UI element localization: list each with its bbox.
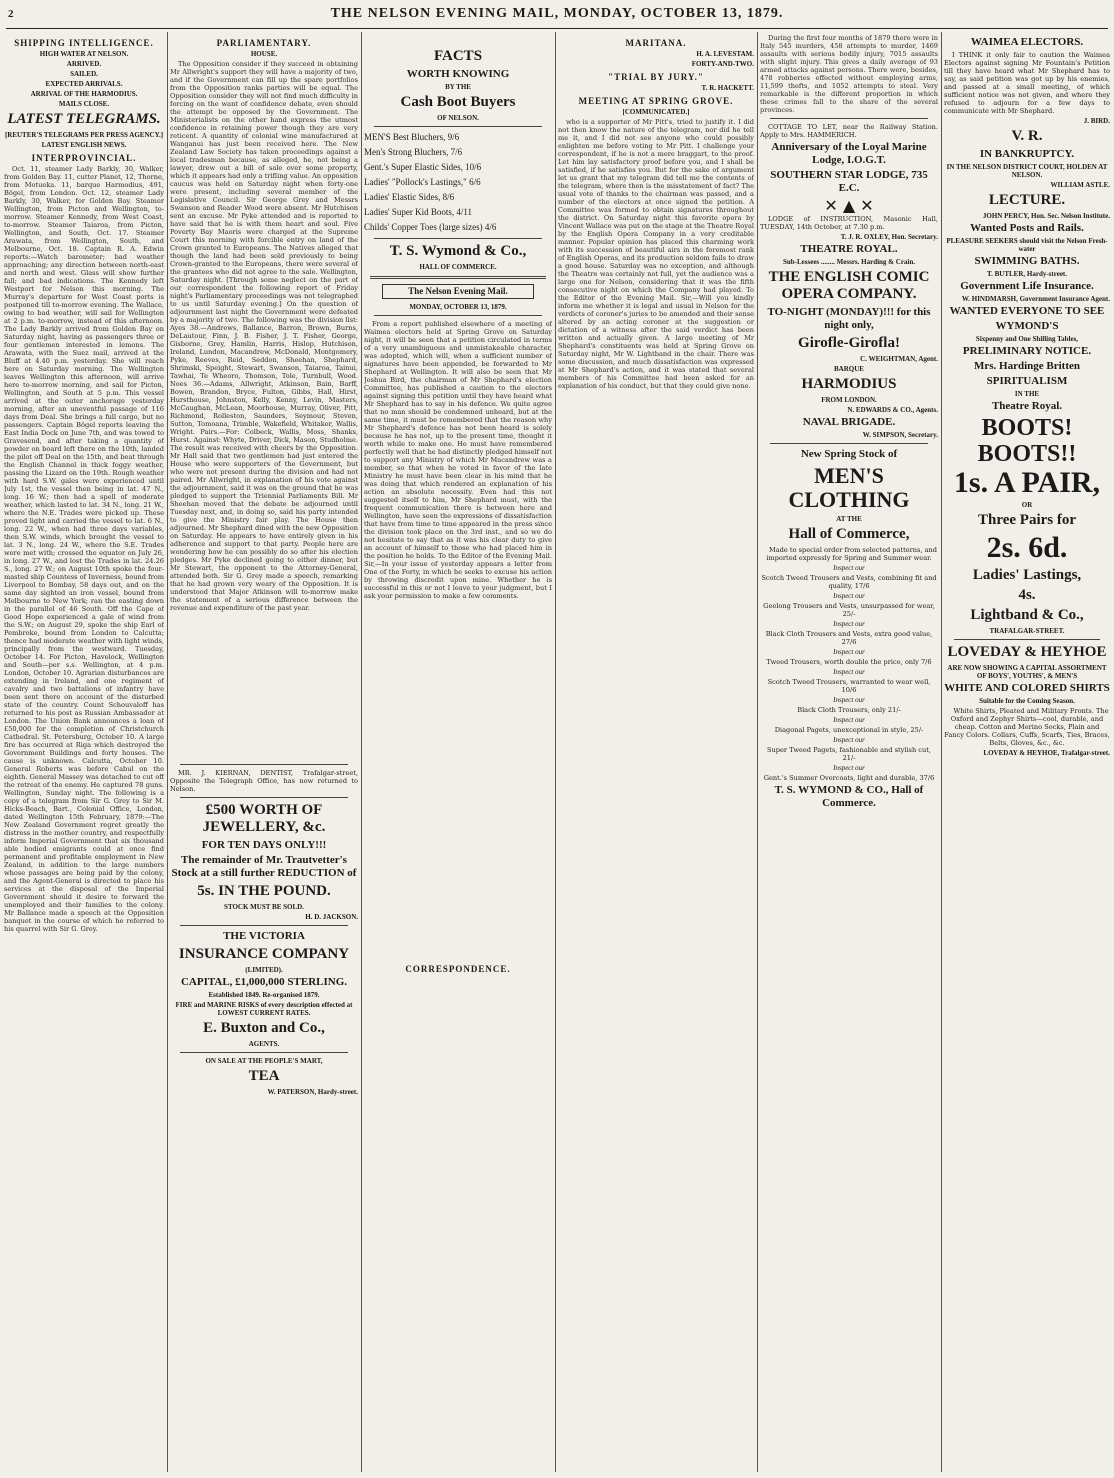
preliminary-notice-heading: PRELIMINARY NOTICE. <box>962 345 1092 357</box>
inspect-label: Inspect our <box>833 564 865 572</box>
column-6 <box>944 34 1110 1470</box>
clothing-price-item: Black Cloth Trousers, only 21/- <box>797 706 901 714</box>
harmodius-title: HARMODIUS <box>801 376 897 392</box>
cash-boot-buyers: Cash Boot Buyers <box>400 94 516 110</box>
established-line: Established 1849. Re-organised 1879. <box>208 991 320 999</box>
britten-name: Mrs. Hardinge Britten <box>973 360 1080 372</box>
divider <box>180 764 348 765</box>
waimea-electors-heading: WAIMEA ELECTORS. <box>970 36 1084 48</box>
mens-clothing-heading: MEN'S CLOTHING <box>788 463 910 512</box>
sailed-heading: SAILED. <box>70 70 98 78</box>
column-2-text: The Opposition consider if they succeed in obtaining Mr Allwright's support they will have a majority of two, and if the Government can fill up the spare portfolios from the Opposition ranks parties will be equal. The Opposition consider they will not find much difficulty in forcing on the want of confidence debate, even should the attempt be opposed by the Government. The Ministerialists on the other hand express the utmost confidence in retaining power though they are very reticent. A quantity of colonial wine manufactured at Wanganui has just been received here. The New Zealand Law Society has taken proceedings against a local tradesman because, as alleged, he, not being a lawyer, drew out a bill of sale over some property, which it appears had only a trifling value. An opposition caucus was held on Saturday night when forty-one were present, including several member of the Legislative Council. Sir George Grey and Messrs Swanson and Reader Wood were absent. Mr Hutchison sent an excuse. Mr Pyke attended and is reported to have said that he is with them heart and soul. Five Poverty Bay Maoris were charged at the Supreme Court this morning with forcible entry on land of the Crown granted to Europeans. The Natives alleged that though the land had been sold previously to being Crown-granted to the Europeans, there were several of the grantees who did not agree to the sale. Wellington, Saturday night. [Through some neglect on the part of our correspondent the following report of Friday night's Parliamentary proceedings was not telegraphed to us until Saturday evening.] On the question of adjournment last night the Government were defeated by a majority of two. The following was the division list: Ayes 38.—Andrews, Ballance, Barron, Brown, Burns, DeLautour, Finn, J. B. Fisher, J. T. Fisher, George, Gisborne, Grey, Hamlin, Harris, Hislop, Hutchison, Ireland, Lundon, Macandrew, McDonald, Montgomery, Pyke, Reeves, Reid, Seddon, Sheehan, Shephard, Shrimski, Speight, Stewart, Swanson, Taiaroa, Tainui, Tawhai, Te Wheoro, Thomson, Tole, Turnbull, Wood. Noes 36.—Adams, Allwright, Atkinson, Bain, Barff, Bowen, Brandon, Bryce, Fulton, Gibbs, Hall, Hirst, Hursthouse, Johnston, Kelly, Kenny, Levin, Masters, McCaughan, McLean, Moorhouse, Murray, Oliver, Pitt, Richmond, Rolleston, Saunders, Seymour, Steven, Sutton, Tomoana, Trimble, Wakefield, Whitaker, Wallis, Wright. Pairs.—For: Colbeck, Wallis, Moss, Shanks, Hurst. Against: Whyte, Driver, Dick, Mason, Studholme. The result was received with cheers by the Opposition. Mr Hall said that two gentlemen had just entered the House who were supporters of the Government, but who were not present during the division and had not paired. Mr Allwright, in explanation of his vote against the adjournment, said it was on the ground that he was pledged to support the Triennial Parliaments Bill. Mr Sheehan moved that the debate be adjourned until Tuesday next, and, in doing so, said his party intended to give the Ministry fair play. The House then adjourned. Mr Shephard dined with the new Opposition on Saturday. He appears to have entirely given in his adherence and support to that party. People here are wondering how he can possibly do so after his election pledges. Mr Pyke declined going to either dinner, but Mr Stewart, the opponent to the Attorney-General, attended both. Sir G. Grey made a speech, remarking that he had grown very weary of the Opposition. It is understood that Major Atkinson will to-morrow make the statement of a serious difference between the revenue and expenditure of the past year. <box>170 60 358 612</box>
lodge-text: LODGE of INSTRUCTION, Masonic Hall, TUESDAY, 14th October, at 7.30 p.m. <box>760 215 938 231</box>
jewellery-ad: £500 WORTH OF JEWELLERY, &c. <box>202 802 326 835</box>
facts-heading: FACTS <box>433 48 483 64</box>
sixpenny-line: Sixpenny and One Shilling Tables, <box>975 335 1079 343</box>
loveday-footer: LOVEDAY & HEYHOE, Trafalgar-street. <box>983 749 1110 757</box>
government-life-heading: Government Life Insurance. <box>960 280 1094 292</box>
limited-label: (LIMITED). <box>245 966 283 974</box>
wymond-name: T. S. Wymond & Co., <box>389 243 527 259</box>
buxton-name: E. Buxton and Co., <box>203 1020 325 1036</box>
inspect-label: Inspect our <box>833 648 865 656</box>
house-heading: HOUSE. <box>250 50 278 58</box>
column-4 <box>558 34 754 1470</box>
clothing-price-item: Tweed Trousers, worth double the price, only 7/6 <box>766 658 932 666</box>
boot-price-item: Ladies' Super Kid Boots, 4/11 <box>364 207 473 217</box>
ladies-lastings-line: Ladies' Lastings, <box>972 567 1082 583</box>
pleasure-seekers-line: PLEASURE SEEKERS should visit the Nelson Fresh-water <box>946 237 1108 253</box>
loveday-heyhoe-heading: LOVEDAY & HEYHOE <box>947 644 1107 660</box>
boot-price-item: Men's Strong Bluchers, 7/6 <box>364 147 463 157</box>
vr-crest: V. R. <box>1011 128 1043 144</box>
shipping-heading: SHIPPING INTELLIGENCE. <box>14 38 154 48</box>
swimming-baths-heading: SWIMMING BATHS. <box>974 255 1080 267</box>
high-water-heading: HIGH WATER AT NELSON. <box>39 50 129 58</box>
worth-knowing: WORTH KNOWING <box>406 68 510 80</box>
of-nelson: OF NELSON. <box>437 114 479 122</box>
waimea-notice-text: I THINK it only fair to caution the Waimea Electors against signing Mr Fountain's Petition till they have heard what Mr Shephard has to say, as said petition was got up by his enemies, and passed at a small meeting, of which sufficient notice was not given, and where they refused to adjourn for a few days to communicate with Mr Shephard. <box>944 51 1110 115</box>
boot-price-list <box>364 131 552 234</box>
bird-signature: J. BIRD. <box>1083 117 1110 125</box>
divider <box>370 276 546 279</box>
page-number: 2 <box>8 8 15 20</box>
boots-heading: BOOTS! <box>981 415 1073 441</box>
in-the-label: IN THE <box>1014 390 1040 398</box>
paper-title-logo: The Nelson Evening Mail. <box>382 284 534 299</box>
theatre-heading: THEATRE ROYAL. <box>800 243 898 255</box>
levestam-signature: H. A. LEVESTAM. <box>696 50 754 58</box>
weightman-signature: C. WEIGHTMAN, Agent. <box>860 355 938 363</box>
forty-and-two-signature: FORTY-AND-TWO. <box>691 60 754 68</box>
spiritualism-heading: SPIRITUALISM <box>986 375 1068 387</box>
divider <box>180 925 348 926</box>
made-to-order-text: Made to special order from selected patterns, and imported expressly for Spring and Summer wear. <box>766 546 938 562</box>
tea-line: TEA <box>248 1068 280 1084</box>
divider <box>374 238 542 239</box>
wanted-everyone-heading: WANTED EVERYONE TO SEE <box>949 305 1105 317</box>
masonic-symbol-icon: ✕ ▲ ✕ <box>824 196 874 215</box>
posts-rails-heading: Wanted Posts and Rails. <box>970 222 1084 234</box>
on-sale-line: ON SALE AT THE PEOPLE'S MART, <box>205 1057 323 1065</box>
shirts-heading: WHITE AND COLORED SHIRTS <box>944 682 1110 694</box>
hall-of-commerce-heading: Hall of Commerce, <box>788 526 910 542</box>
harmodius-heading: ARRIVAL OF THE HARMODIUS. <box>30 90 138 98</box>
theatre-royal-line: Theatre Royal. <box>991 400 1063 412</box>
masthead-rule <box>6 28 1108 29</box>
hackett-signature: T. R. HACKETT. <box>701 84 754 92</box>
insurance-company-heading: INSURANCE COMPANY <box>178 946 350 962</box>
simpson-signature: W. SIMPSON, Secretary. <box>862 431 938 439</box>
hindmarsh-signature: W. HINDMARSH, Government Insurance Agent. <box>961 295 1110 303</box>
parliamentary-heading: PARLIAMENTARY. <box>216 38 312 48</box>
clothing-price-item: Scotch Tweed Trousers, warranted to wear well, 10/6 <box>767 678 931 694</box>
barque-label: BARQUE <box>834 365 864 373</box>
five-shillings-line: 5s. IN THE POUND. <box>197 883 331 899</box>
anniversary-heading: Anniversary of the Loyal Marine Lodge, I.O.G.T. <box>771 141 927 166</box>
boots-heading-2: BOOTS!! <box>977 441 1077 467</box>
column-5-text: During the first four months of 1879 there were in Italy 545 murders, 458 attempts to murder, 1469 assaults with serious bodily injury, 7015 assaults with slight injury. This gives a daily average of 93 armed attacks against persons. There were, besides, 478 robberies effected without employing arms, 11,599 thefts, and 1052 attempts to steal. Very remarkable is the different proportion in which these crimes fall to the share of the several provinces. <box>760 34 938 114</box>
latest-telegrams-heading: LATEST TELEGRAMS. <box>7 111 161 127</box>
jackson-signature: H. D. JACKSON. <box>305 913 358 921</box>
divider <box>374 315 542 316</box>
maritana-heading: MARITANA. <box>625 38 687 48</box>
clothing-price-item: Scotch Tweed Trousers and Vests, combining fit and quality, 17/6 <box>761 574 937 590</box>
trafalgar-street-line: TRAFALGAR-STREET. <box>989 627 1065 635</box>
naval-brigade-heading: NAVAL BRIGADE. <box>802 416 896 428</box>
fire-marine-line: FIRE and MARINE RISKS of every description effected at LOWEST CURRENT RATES. <box>175 1001 353 1017</box>
arrived-heading: ARRIVED. <box>66 60 102 68</box>
from-london-label: FROM LONDON. <box>821 396 877 404</box>
or-label: OR <box>1021 501 1033 509</box>
by-the: BY THE <box>445 83 471 91</box>
column-divider <box>941 32 942 1472</box>
district-court-line: IN THE NELSON DISTRICT COURT, HOLDEN AT NELSON. <box>946 163 1108 179</box>
inspect-label: Inspect our <box>833 716 865 724</box>
victoria-heading: THE VICTORIA <box>223 930 305 942</box>
price-line: 2s. 6d. <box>986 531 1068 564</box>
column-2 <box>170 34 358 1470</box>
divider <box>770 118 928 119</box>
boot-price-item: Ladies' Elastic Sides, 8/6 <box>364 192 455 202</box>
clothing-price-item: Black Cloth Trousers and Vests, extra good value, 27/6 <box>765 630 933 646</box>
lightband-name: Lightband & Co., <box>970 607 1084 623</box>
girofle-title: Girofle-Girofla! <box>798 335 900 351</box>
boot-price-item: Gent.'s Super Elastic Sides, 10/6 <box>364 162 482 172</box>
percy-signature: JOHN PERCY, Hon. Sec. Nelson Institute. <box>982 212 1110 220</box>
boot-price-item: Ladies' "Pollock's Lastings," 6/6 <box>364 177 481 187</box>
lecture-heading: LECTURE. <box>988 192 1066 208</box>
wymonds-name: WYMOND'S <box>995 320 1059 332</box>
now-showing-line: ARE NOW SHOWING A CAPITAL ASSORTMENT OF BOYS', YOUTHS', & MEN'S <box>947 664 1107 680</box>
column-divider <box>555 32 556 1472</box>
three-pairs-line: Three Pairs for <box>977 512 1077 528</box>
column-1-text: Oct. 11, steamer Lady Barkly, 30, Walker, from Golden Bay. 11, cutter Planet, 12, Thorne, from Motueka. 11, barque Harmodius, 491, Bögel, from London. Oct. 12, steamer Lady Barkly, 30, Walker, for Golden Bay. Steamer Wellington, from Picton and Wellington, to-morrow. Steamer Kennedy, from West Coast, to-morrow. Steamer Taiaroa, from Picton, Wellington, and South, Oct. 17. Steamer Arawata, from Wellington, South, and Melbourne, Oct. 18. Captain R. A. Edwin reports:—Watch barometer; bad weather approaching; any direction between north-east and north and west. Glass will show further fall; and bad indications. The Kennedy left Westport for Nelson this morning. The Murray's departure for West Coast ports is postponed till to-morrow evening. The Wallace, owing to bad weather, will sail for Wellington at 2 p.m. to-morrow, instead of this afternoon. The Lady Barkly arrived from Golden Bay on Saturday night, having as passengers three or four gentlemen interested in lemons. The Arawata, with the Suez mail, arrived at the Bluff at 4.40 p.m. yesterday. She will reach here on Saturday morning. The Wellington leaves Wellington this afternoon, will arrive here to-morrow morning, and sail for Picton, Wellington, and South at 5 p.m. This vessel arrived at the outer anchorage yesterday morning, after an uneventful passage of 116 days from Deal. She brings a full cargo, but no passengers. Captain Bögel reports leaving the East India Dock on June 7th, and was towed to Gravesend, and after taking a quantity of powder on board left there on the 10th, landed the pilot off Deal on the 15th, and beat through the English Channel in thick foggy weather, passing the Lizard on the 19th. Rough weather with hard S.W. gales were experienced until July 1st, the vessel then being in lat. 47 N., long. 16 W.; then had a spell of moderate weather, which lasted to lat. 34 N., long. 21 W., where the N.E. Trades were picked up. These proved light and carried the vessel to lat. 6 N., long. 22 W., when had three days variables, then S.W. winds, which brought the vessel to lat. 3 N., long. 24 W., where the S.E. Trades were met with; crossed the equator on July 26, in long. 27 W., and lost the Trades in lat. 24.26 S., long. 27 W.; on August 10th spoke the four-masted ship Countess of Inverness, bound from Liverpool to Bombay, 58 days out, and on the same day sighted an iron vessel, bound from Melbourne to New York; ran the easting down in the parallel of 46 South. Off the Cape of Good Hope experienced a gale of wind from the S.W.; on August 29, spoke the ship Earl of Pembroke, bound from London to Calcutta; thence had moderate weather with light winds, principally from the westward. Tuesday, October 14. For Picton, Havelock, Wellington and South—per s.s. Wellington, at 4 p.m. London, October 10. Agrarian disturbances are extending in Ireland, and one regiment of cavalry and two battalions of infantry have been sent there on account of the disturbed state of the country. Count Schouvaloff has returned to his post as Russian Ambassador at London. The Union Bank announces a loan of £50,000 for the completion of Christchurch Cathedral. St. Petersburg, October 10. A large fire has occurred at Riga which destroyed the Government Buildings and forty houses. The cause is unknown. Calcutta, October 10. General Roberts was before Cabul on the eighth. General Massey was detached to cut off the retreat of the enemy. He captured 78 guns. Wellington, Sunday night. The following is a copy of a telegram from Sir G. Grey to Sir M. Hicks-Beach, Bart., Colonial Office, London, dated Wellington 15th February, 1879:—The New Zealand Government regret greatly the distress in the mother country, and respectfully inform Imperial Government that six thousand able bodied emigrants could at once find permanent and profitable employment in New Zealand, in addition to the large numbers whose passages are being paid by the colony, and the Agent-General is directed to place his services at the disposal of the Imperial Government should it desire to forward the unemployed and their families to the colony. Mr Ballance made a speech at the Opposition banquet in the course of which he referred to his quarrel with Sir G. Grey. <box>4 165 164 933</box>
wymond-footer: T. S. WYMOND & CO., Hall of Commerce. <box>774 784 924 809</box>
edwards-signature: N. EDWARDS & CO., Agents. <box>847 406 938 414</box>
inspect-label: Inspect our <box>833 736 865 744</box>
masthead <box>0 6 1114 26</box>
one-shilling-pair: 1s. A PAIR, <box>953 466 1101 499</box>
column-divider <box>757 32 758 1472</box>
clothing-price-list <box>760 564 938 782</box>
shirt-list-text: White Shirts, Pleated and Military Fronts. The Oxford and Zephyr Shirts—cool, durable, and cheap. Cotton and Merino Socks, Plain and Fancy Colors. Collars, Cuffs, Scarfs, Ties, Braces, Belts, Gloves, &c., &c. <box>944 707 1110 747</box>
column-divider <box>167 32 168 1472</box>
column-divider <box>361 32 362 1472</box>
lessees-line: Sub-Lessees ........ Messrs. Harding & Crain. <box>782 258 916 266</box>
editorial-text: From a report published elsewhere of a meeting of Waimea electors held at Spring Grove on Saturday night, it will be seen that a petition circulated in terms of a very unambiguous and unmistakeable character, was adopted, which will, when a sufficient number of signatures have been appended, be forwarded to Mr Shephard at Wellington. It will also be seen that Mr Joshua Bird, the chairman of Mr Shephard's election Committee, has published a caution to the electors against signing this petition until they have heard what Mr Shephard has to say in his defence. We quite agree that no man should be condemned unheard, but at the same time, it must be remembered that the reason why Mr Shephard's defence has not been heard is solely because he has not, up to the present time, thought it worth while to make one. He must have remembered perfectly well that he had distinctly pledged himself not to support any Ministry of which Mr Macandrew was a member, so that when he voted in favor of the late Ministry he must have been clear in his mind that he was doing that which rendered an explanation of his action an absolute necessity. Even had this not suggested itself to him, Mr Shephard must, with the frequent communication there is between here and Wellington, have seen the expressions of dissatisfaction that have from time to time appeared in the press since the division took place on the 3rd inst., and so we do not hesitate to say that as it was his clear duty to give an account of himself to those who had placed him in the position he holds. To the Editor of the Evening Mail. Sir,—In your issue of yesterday appears a letter from One of the Forty, in which he seeks to excuse his action by throwing discredit upon mine. Whether he is successful in this or not I leave to your judgment, but I ask your permission to make a few comments. <box>364 320 552 600</box>
expected-heading: EXPECTED ARRIVALS. <box>45 80 123 88</box>
clothing-price-item: Super Tweed Pagets, fashionable and stylish cut, 21/- <box>767 746 931 762</box>
english-news-heading: LATEST ENGLISH NEWS. <box>41 141 127 149</box>
divider <box>954 639 1100 640</box>
column-4-text: who is a supporter of Mr Pitt's, tried to justify it. I did not then know the nature of the telegram, nor did he tell me it, and I did not see anyone who could possibly enlighten me before voting to Mr Pitt. I challenge your correspondent, if he is not a mere braggart, to the proof. Let him lay satisfactory proof before you, and I shall be satisfied, if he satisfies you. But for the sake of argument let us grant that my telegram did tell me the contents of the telegram, where then is the misstatement of fact? The usual vote of thanks to the chairman was passed, and a number of the electors at once signed the petition. A Committee was formed to obtain signatures throughout the district. On Saturday night this favorite opera by Vincent Wallace was put on the stage at the Theatre Royal by the English Opera Company in a very creditable manner. Popular opinion has placed this charming work with its succession of beautiful airs in the foremost rank of English Operas, and its production seldom fails to draw a good house. Saturday was no exception, and although the Theatre was certainly not full, yet the audience was a large one for Nelson, considering that it was the fifth consecutive night on which the Company had played. To the Editor of the Evening Mail. Sir,—Will you kindly inform me whether it is legal and usual in Nelson for the verdicts of coroner's juries to be amended and their sense altered by an acting coroner at the suggestion or dictation of a witness after the said verdict has been written and actually given. A large meeting of Mr Shephard's constituents was held at Spring Grove on Saturday night, Mr W. Lightband in the chair. There was some discussion, and much dissatisfaction was expressed at Mr Shephard's action, and it was stated that several members of his Committee had been asked for an explanation of his conduct, but that they could give none. <box>558 118 754 390</box>
kiernan-ad: MR. J. KIERNAN, DENTIST, Trafalgar-street, Opposite the Telegraph Office, has now returned to Nelson. <box>170 769 358 793</box>
hall-of-commerce: HALL OF COMMERCE. <box>419 263 497 271</box>
inspect-label: Inspect our <box>833 764 865 772</box>
inspect-label: Inspect our <box>833 592 865 600</box>
interprovincial-heading: INTERPROVINCIAL. <box>31 153 137 163</box>
astle-signature: WILLIAM ASTLE. <box>1050 181 1110 189</box>
paterson-signature: W. PATERSON, Hardy-street. <box>267 1088 358 1096</box>
inspect-label: Inspect our <box>833 668 865 676</box>
divider <box>180 797 348 798</box>
bankruptcy-heading: IN BANKRUPTCY. <box>979 148 1075 160</box>
english-comic-opera-heading: THE ENGLISH COMIC OPERA COMPANY. <box>768 269 930 302</box>
editorial-date: MONDAY, OCTOBER 13, 1879. <box>409 303 507 311</box>
mails-heading: MAILS CLOSE. <box>58 100 110 108</box>
inspect-label: Inspect our <box>833 696 865 704</box>
inspect-label: Inspect our <box>833 620 865 628</box>
butler-line: T. BUTLER, Hardy-street. <box>986 270 1068 278</box>
masthead-title: THE NELSON EVENING MAIL, MONDAY, OCTOBER 13, 1879. <box>330 6 784 21</box>
clothing-price-item: Gent.'s Summer Overcoats, light and durable, 37/6 <box>763 774 935 782</box>
stock-sold-line: STOCK MUST BE SOLD. <box>224 903 304 911</box>
at-the-label: AT THE <box>836 515 862 523</box>
remainder-line: The remainder of Mr. Trautvetter's Stock at a still further REDUCTION of <box>171 854 357 879</box>
tonight-line: TO-NIGHT (MONDAY)!!! for this night only, <box>767 306 931 331</box>
column-3 <box>364 34 552 1470</box>
oxley-signature: T. J. R. OXLEY, Hon. Secretary. <box>840 233 938 241</box>
trial-by-jury-heading: "TRIAL BY JURY." <box>608 72 704 82</box>
four-shillings-line: 4s. <box>1018 587 1036 603</box>
clothing-price-item: Geelong Trousers and Vests, unsurpassed for wear, 25/- <box>763 602 935 618</box>
column-5 <box>760 34 938 1470</box>
boot-price-item: MEN'S Best Bluchers, 9/6 <box>364 132 460 142</box>
ten-days-line: FOR TEN DAYS ONLY!!! <box>201 839 327 851</box>
agents-label: AGENTS. <box>248 1040 280 1048</box>
column-1 <box>4 34 164 1470</box>
divider <box>374 126 542 127</box>
meeting-heading: MEETING AT SPRING GROVE. <box>578 96 734 106</box>
communicated-label: [COMMUNICATED.] <box>622 108 690 116</box>
correspondence-heading: CORRESPONDENCE. <box>405 964 511 974</box>
spring-stock-heading: New Spring Stock of <box>800 448 898 460</box>
suitable-line: Suitable for the Coming Season. <box>979 697 1075 705</box>
clothing-price-item: Diagonal Pagets, unexceptional in style, 25/- <box>774 726 924 734</box>
capital-line: CAPITAL, £1,000,000 STERLING. <box>180 976 348 988</box>
reuter-note: [REUTER'S TELEGRAMS PER PRESS AGENCY.] <box>4 131 164 139</box>
divider <box>180 1052 348 1053</box>
southern-star-heading: SOUTHERN STAR LODGE, 735 E.C. <box>770 169 928 194</box>
cottage-ad: COTTAGE TO LET, near the Railway Station. Apply to Mrs. HAMMERICH. <box>760 123 938 139</box>
boot-price-item: Childs' Copper Toes (large sizes) 4/6 <box>364 222 497 232</box>
divider <box>770 443 928 444</box>
